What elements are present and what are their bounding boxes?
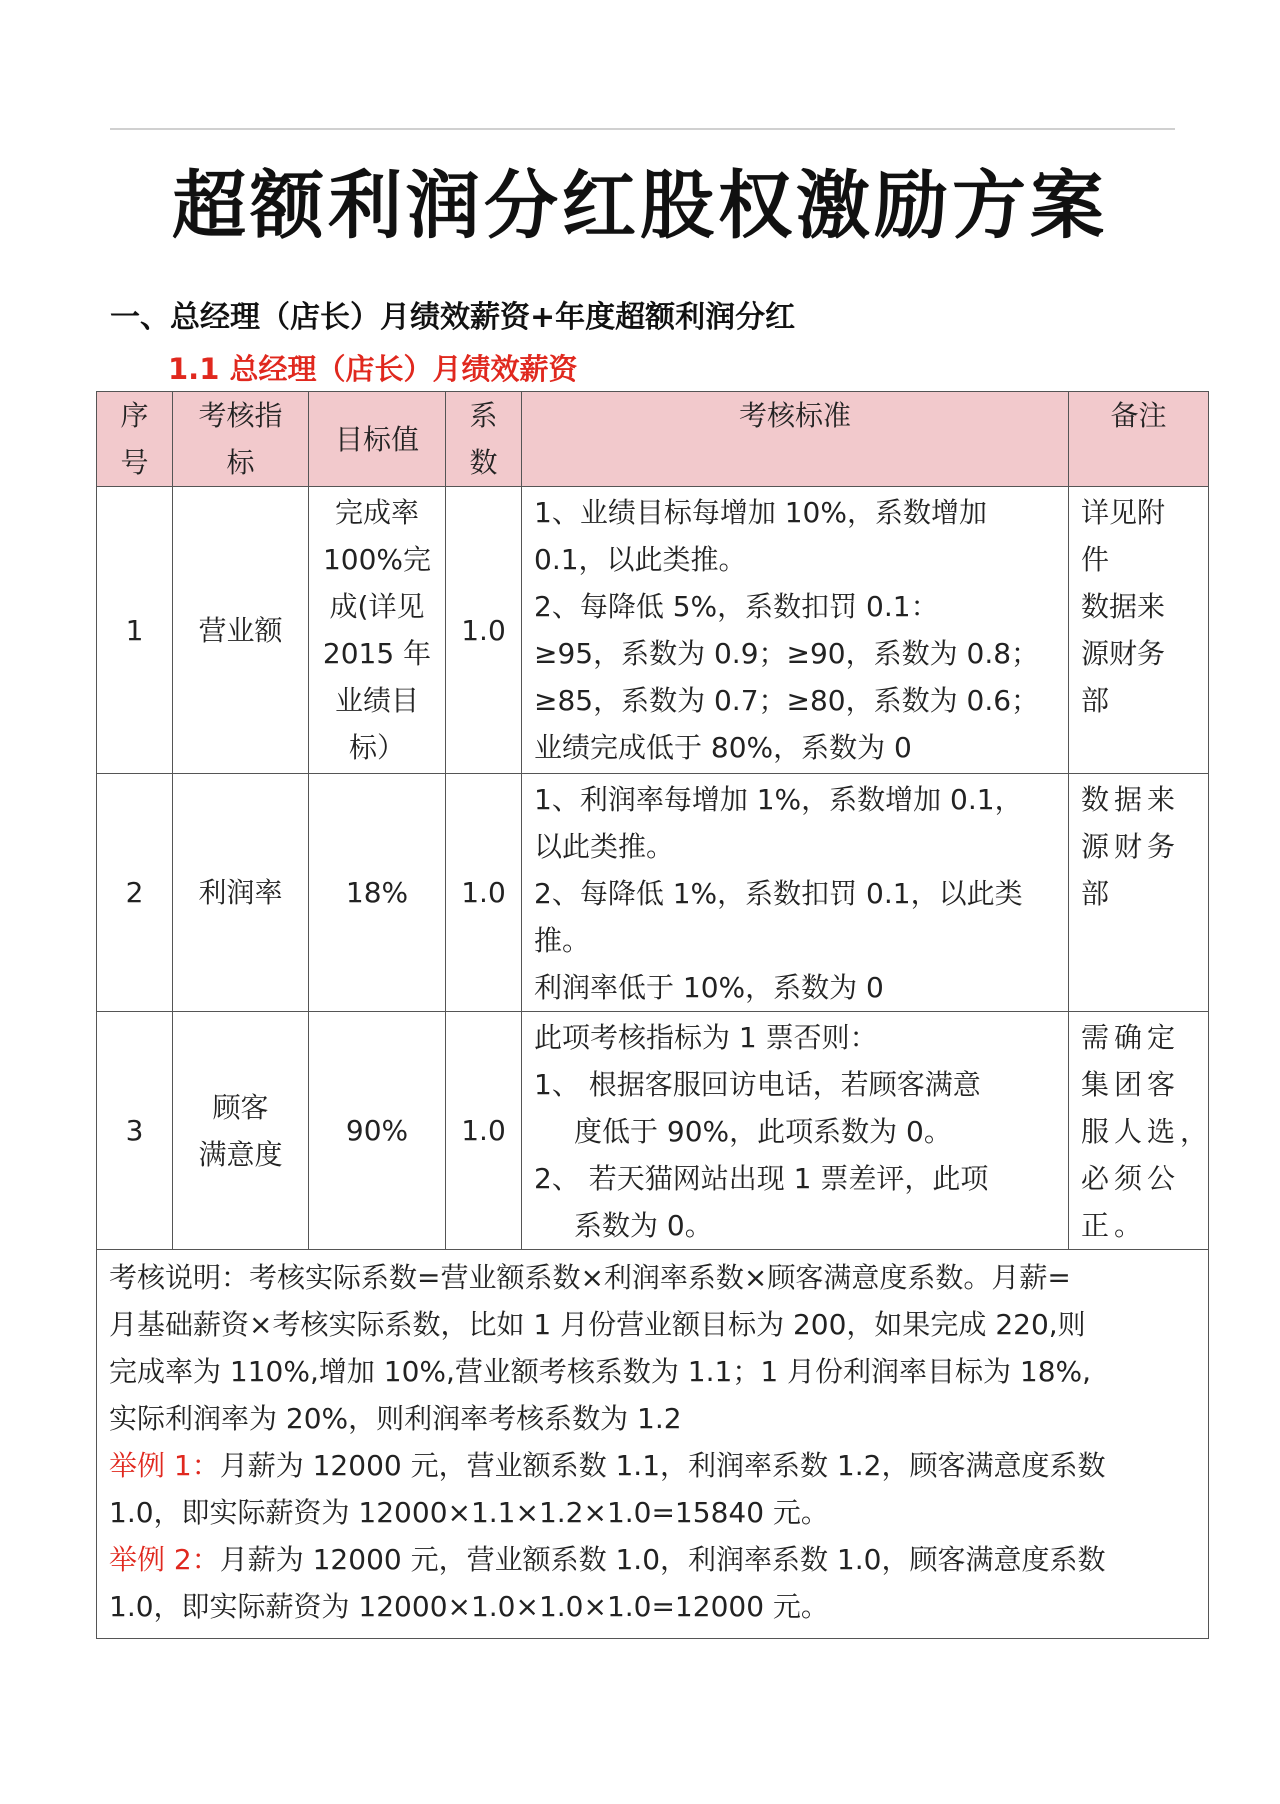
- subsection-heading: 1.1 总经理（店长）月绩效薪资: [168, 352, 578, 386]
- row-coef: 1.0: [446, 774, 522, 1012]
- assessment-notes: 考核说明：考核实际系数=营业额系数×利润率系数×顾客满意度系数。月薪= 月基础薪资×考核实际系数，比如 1 月份营业额目标为 200，如果完成 220,则 完成率为 110%,增加 10%,营业额考核系数为 1.1；1 月份利润率目标为 18%, 实际利润率为 20%，则利润率考核系数为 1.2 举例 1：月薪为 12000 元，营业额系数 1.1，利润率系数 1.2，顾客满意度系数 1.0，即实际薪资为 12000×1.1×1.2×1.0=15840 元。 举例 2：月薪为 12000 元，营业额系数 1.0，利润率系数 1.0，顾客满意度系数 1.0，即实际薪资为 12000×1.0×1.0×1.0=12000 元。: [97, 1250, 1209, 1639]
- example-1: 举例 1：月薪为 12000 元，营业额系数 1.1，利润率系数 1.2，顾客满意度系数: [109, 1449, 1106, 1482]
- row-target: 90%: [309, 1012, 446, 1250]
- header-target: 目标值: [309, 392, 446, 487]
- row-indicator: 利润率: [173, 774, 309, 1012]
- example-2-label: 举例 2：: [109, 1543, 220, 1576]
- row-remark: 数据来 源财务 部: [1069, 774, 1209, 1012]
- notes-line: 完成率为 110%,增加 10%,营业额考核系数为 1.1；1 月份利润率目标为 18%,: [109, 1355, 1092, 1388]
- section-heading: 一、总经理（店长）月绩效薪资+年度超额利润分红: [110, 300, 796, 335]
- notes-line: 考核说明：考核实际系数=营业额系数×利润率系数×顾客满意度系数。月薪=: [109, 1261, 1071, 1294]
- row-standard: 此项考核指标为 1 票否则： 1、 根据客服回访电话，若顾客满意 度低于 90%，此项系数为 0。 2、 若天猫网站出现 1 票差评，此项 系数为 0。: [522, 1012, 1069, 1250]
- notes-line: 月基础薪资×考核实际系数，比如 1 月份营业额目标为 200，如果完成 220,则: [109, 1308, 1086, 1341]
- row-no: 1: [97, 487, 173, 774]
- row-remark: 需确定 集团客 服人选， 必须公 正。: [1069, 1012, 1209, 1250]
- document-title: 超额利润分红股权激励方案: [172, 163, 1108, 249]
- table-row: [97, 774, 1209, 1012]
- row-indicator: 顾客 满意度: [173, 1012, 309, 1250]
- row-standard: 1、业绩目标每增加 10%，系数增加 0.1，以此类推。 2、每降低 5%，系数扣罚 0.1： ≥95，系数为 0.9；≥90，系数为 0.8； ≥85，系数为 0.7；≥80，系数为 0.6； 业绩完成低于 80%，系数为 0: [522, 487, 1069, 774]
- header-indicator: 考核指 标: [173, 392, 309, 487]
- header-no: 序 号: [97, 392, 173, 487]
- kpi-table: [96, 391, 1214, 1639]
- row-target: 18%: [309, 774, 446, 1012]
- row-coef: 1.0: [446, 487, 522, 774]
- table-row: [97, 1012, 1209, 1250]
- row-no: 3: [97, 1012, 173, 1250]
- example-1-label: 举例 1：: [109, 1449, 220, 1482]
- row-target: 完成率 100%完 成(详见 2015 年 业绩目 标）: [309, 487, 446, 774]
- row-standard: 1、利润率每增加 1%，系数增加 0.1， 以此类推。 2、每降低 1%，系数扣罚 0.1，以此类 推。 利润率低于 10%，系数为 0: [522, 774, 1069, 1012]
- row-remark: 详见附 件 数据来 源财务 部: [1069, 487, 1209, 774]
- table-header-row: [97, 392, 1209, 487]
- row-indicator: 营业额: [173, 487, 309, 774]
- header-coef: 系 数: [446, 392, 522, 487]
- notes-row: [97, 1250, 1209, 1639]
- top-divider: [110, 128, 1175, 130]
- header-remark: 备注: [1069, 392, 1209, 487]
- table-row: [97, 487, 1209, 774]
- row-coef: 1.0: [446, 1012, 522, 1250]
- notes-line: 实际利润率为 20%，则利润率考核系数为 1.2: [109, 1402, 682, 1435]
- header-standard: 考核标准: [522, 392, 1069, 487]
- example-2: 举例 2：月薪为 12000 元，营业额系数 1.0，利润率系数 1.0，顾客满意度系数: [109, 1543, 1106, 1576]
- row-no: 2: [97, 774, 173, 1012]
